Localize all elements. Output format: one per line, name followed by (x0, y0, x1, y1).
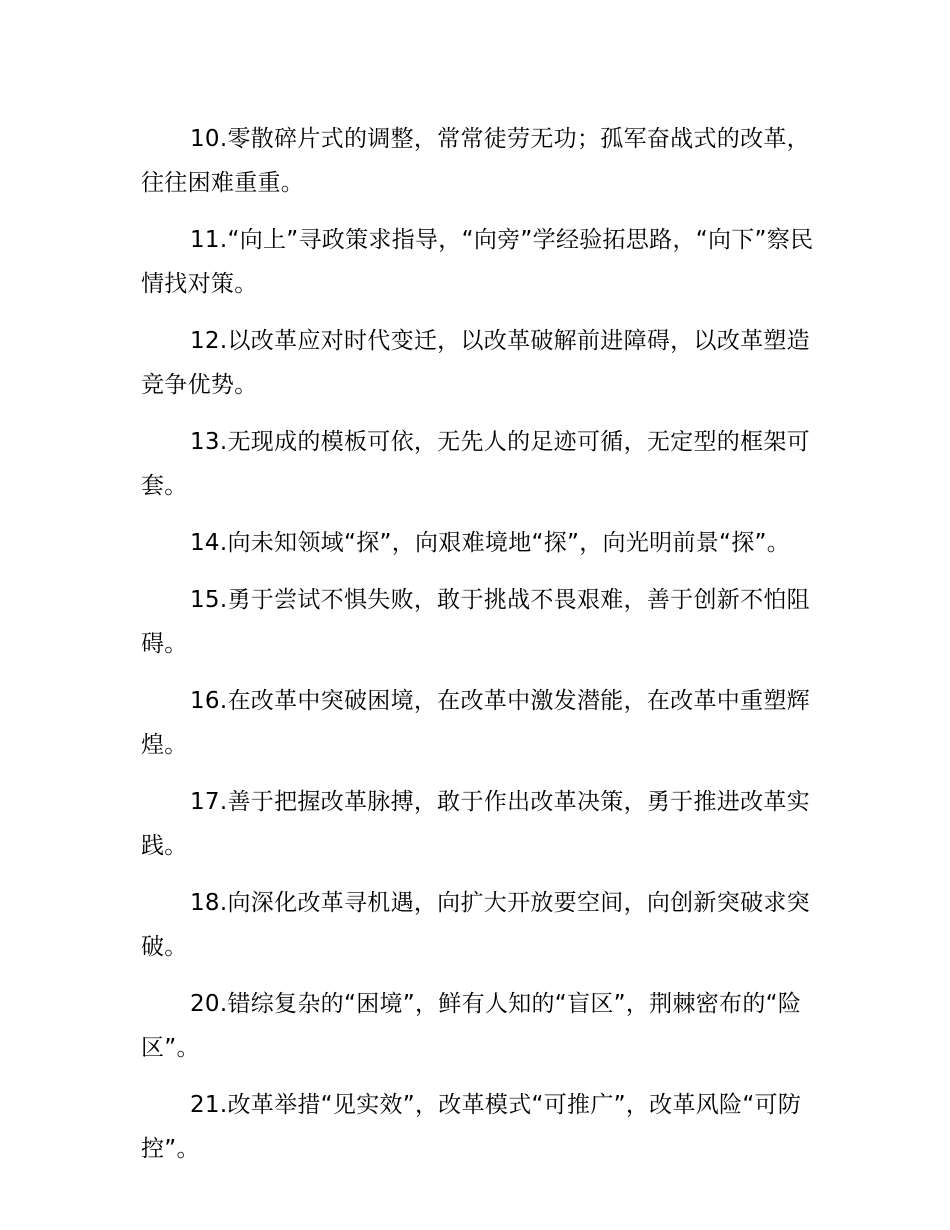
document-body (141, 117, 821, 1184)
paragraph-10: 10.零散碎片式的调整，常常徒劳无功；孤军奋战式的改革，往往困难重重。 (141, 126, 810, 196)
paragraph-15: 15.勇于尝试不惧失败，敢于挑战不畏艰难，善于创新不怕阻碍。 (141, 587, 810, 657)
paragraph-17: 17.善于把握改革脉搏，敢于作出改革决策，勇于推进改革实践。 (141, 789, 810, 859)
paragraph-12: 12.以改革应对时代变迁，以改革破解前进障碍，以改革塑造竞争优势。 (141, 328, 810, 398)
paragraph-20: 20.错综复杂的“困境”，鲜有人知的“盲区”，荆棘密布的“险区”。 (141, 991, 802, 1061)
paragraph-18: 18.向深化改革寻机遇，向扩大开放要空间，向创新突破求突破。 (141, 890, 810, 960)
paragraph-13: 13.无现成的模板可依，无先人的足迹可循，无定型的框架可套。 (141, 429, 810, 499)
paragraph-11: 11.“向上”寻政策求指导，“向旁”学经验拓思路，“向下”察民情找对策。 (141, 227, 814, 297)
paragraph-14: 14.向未知领域“探”，向艰难境地“探”，向光明前景“探”。 (190, 530, 791, 556)
paragraph-21: 21.改革举措“见实效”，改革模式“可推广”，改革风险“可防控”。 (141, 1092, 802, 1162)
paragraph-16: 16.在改革中突破困境，在改革中激发潜能，在改革中重塑辉煌。 (141, 688, 810, 758)
